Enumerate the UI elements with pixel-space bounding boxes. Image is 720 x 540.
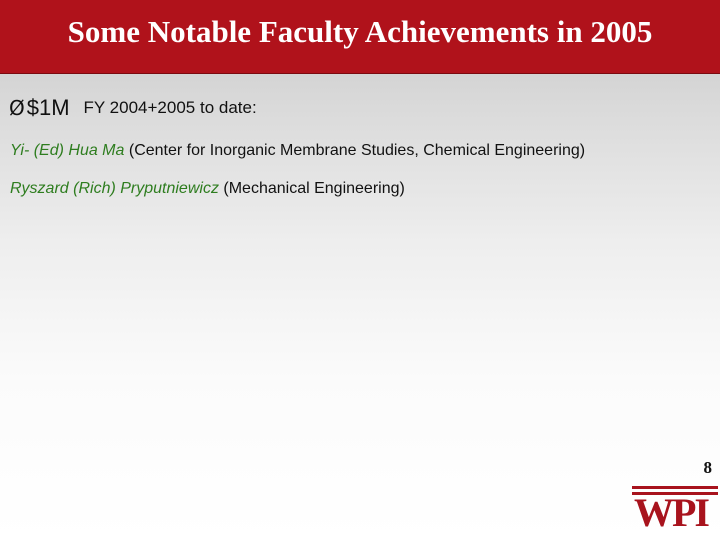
slide-title: Some Notable Faculty Achievements in 2005 <box>67 14 653 49</box>
faculty-affiliation: (Center for Inorganic Membrane Studies, Chemical Engineering) <box>128 142 586 159</box>
page-number: 8 <box>703 458 712 477</box>
faculty-affiliation: (Mechanical Engineering) <box>223 180 405 197</box>
logo-top-bar <box>632 486 718 489</box>
logo-text: WPI <box>634 490 708 535</box>
funding-bullet <box>9 91 257 125</box>
faculty-name: Yi- (Ed) Hua Ma <box>10 142 125 159</box>
funding-amount: $1M <box>26 95 70 120</box>
arrow-bullet-icon: Ø <box>9 96 25 120</box>
faculty-entry <box>10 178 405 200</box>
wpi-logo <box>632 486 718 536</box>
faculty-name: Ryszard (Rich) Pryputniewicz <box>10 180 219 197</box>
slide-title-bar <box>0 0 720 74</box>
funding-period: FY 2004+2005 to date: <box>83 98 257 117</box>
faculty-entry <box>10 140 585 162</box>
